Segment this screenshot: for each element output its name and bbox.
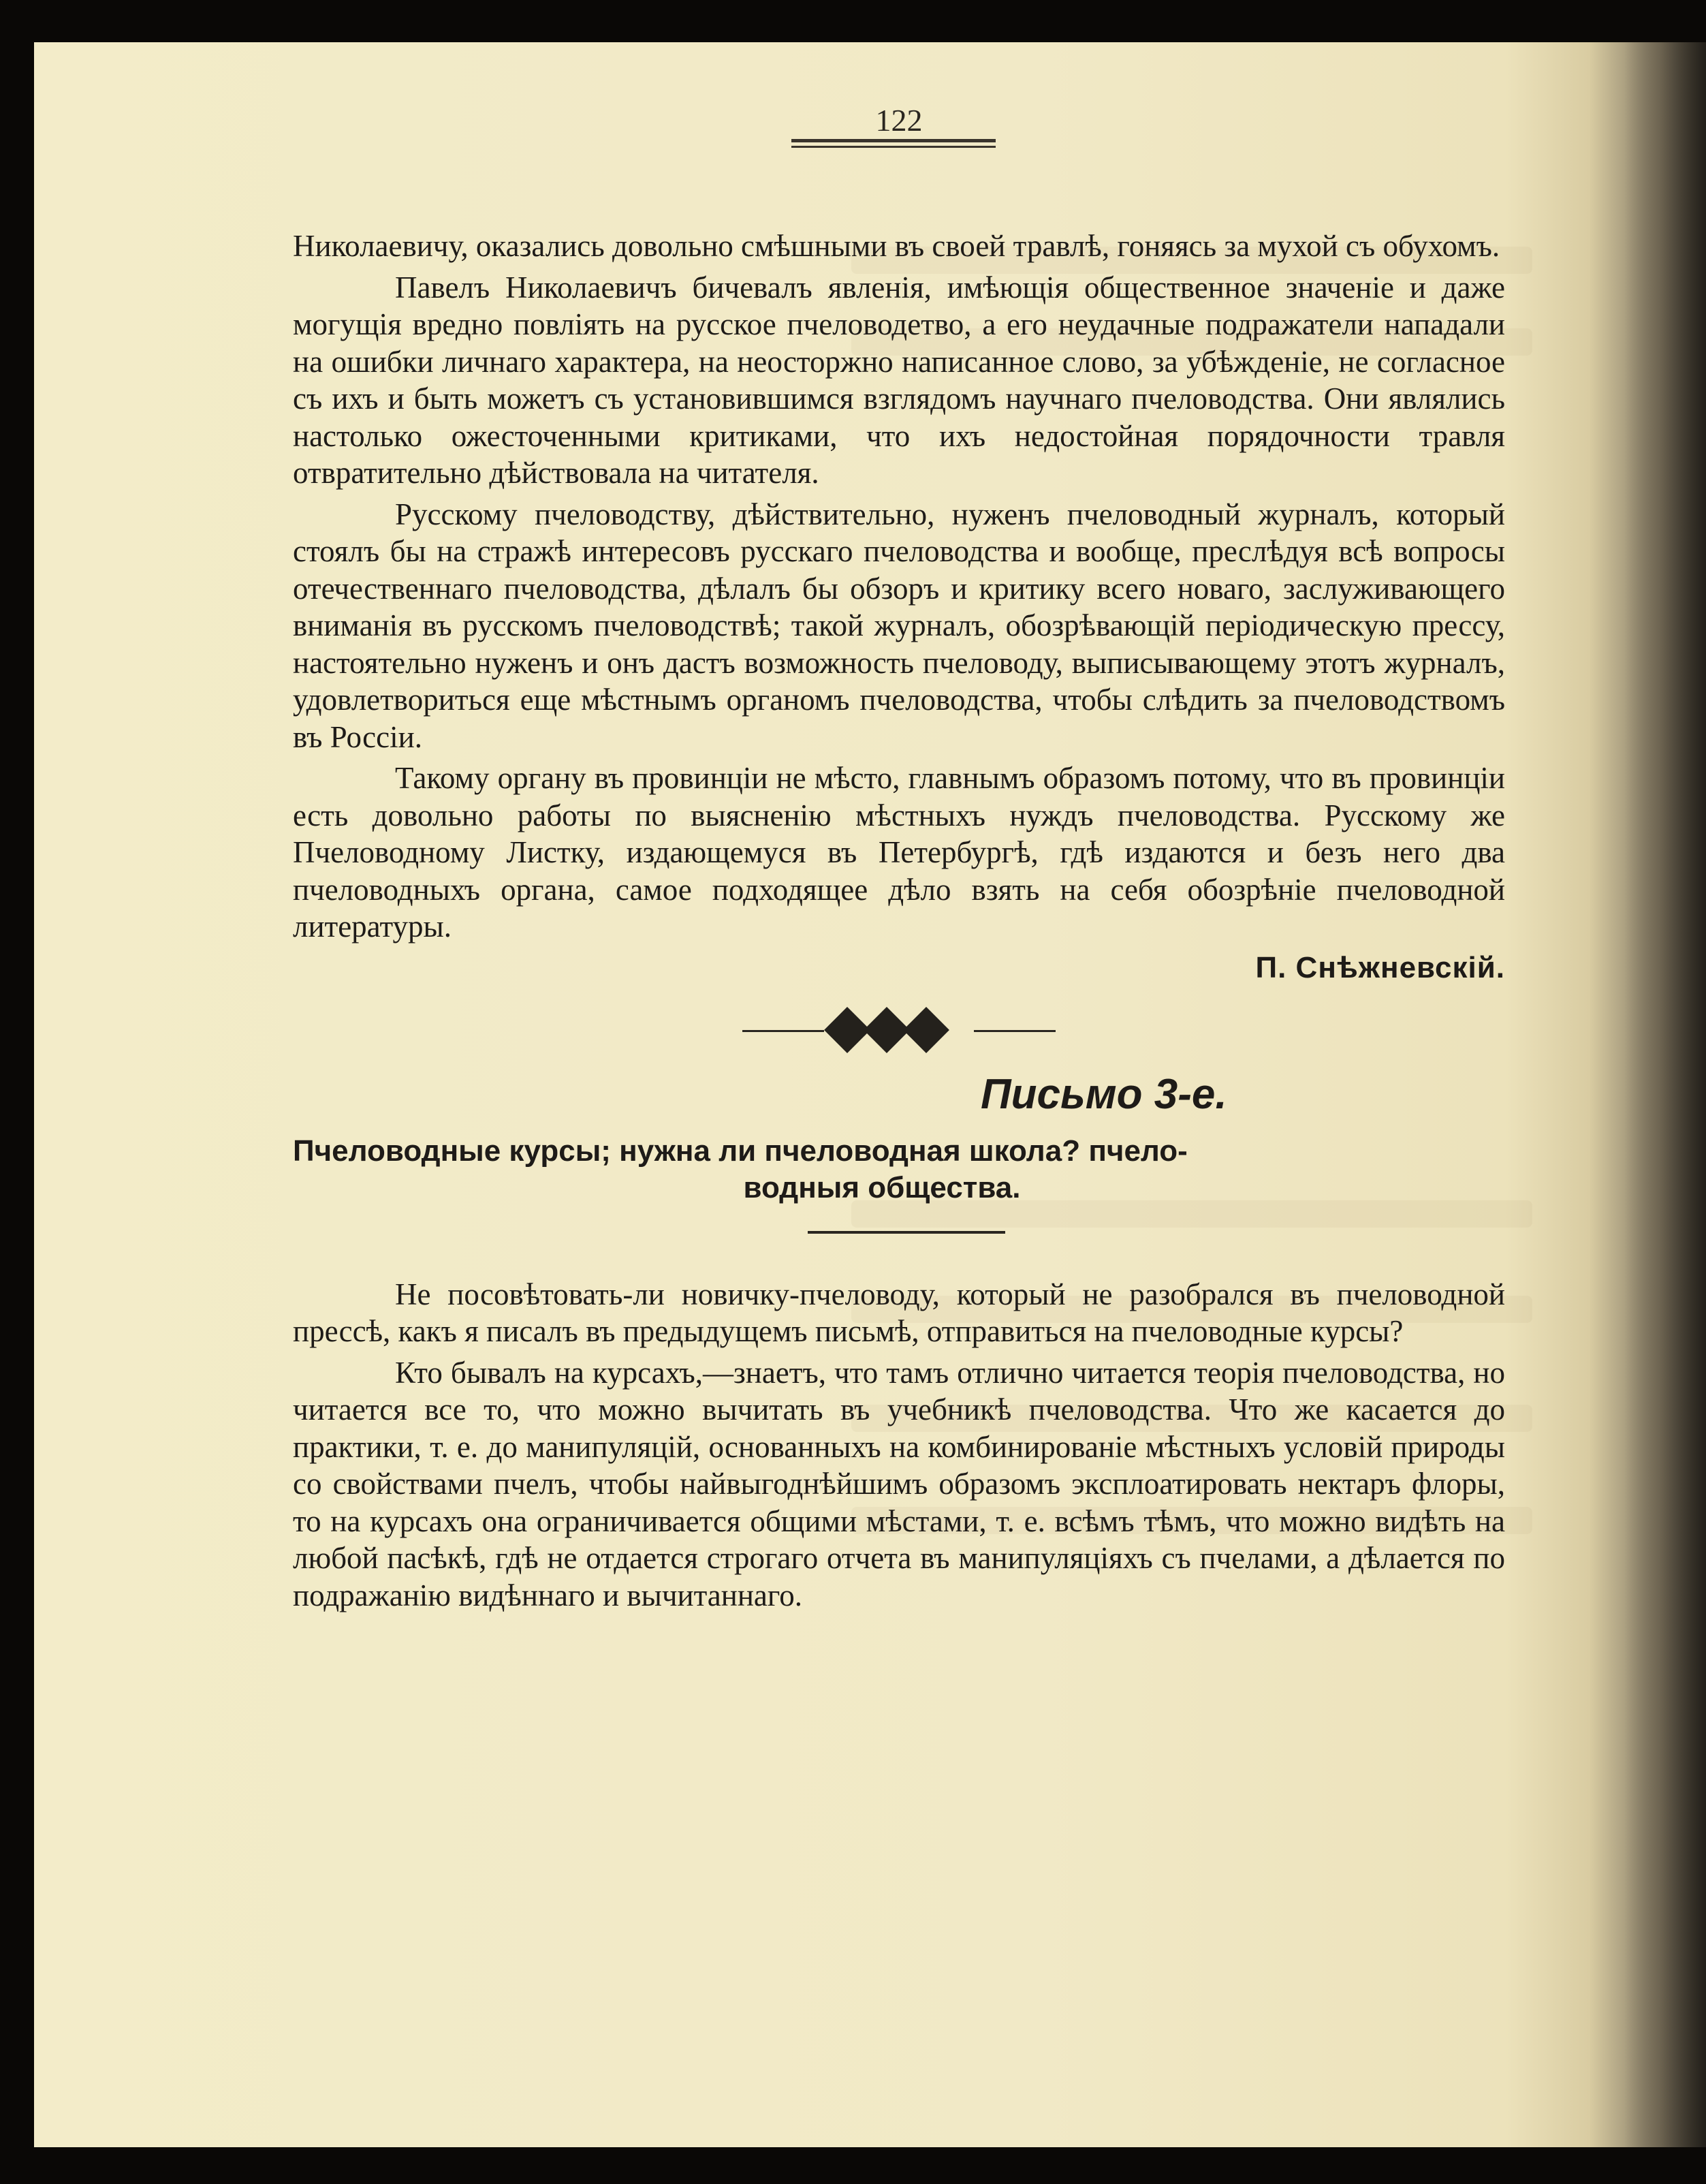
paragraph: Кто бывалъ на курсахъ,—знаетъ, что тамъ отлично читается теорія пчеловодства, но читается все то, что можно вычитать въ учебникѣ пчеловодства. Что же касается до практики, т. е. до манипуляцій, основанныхъ на комбинированіе мѣстныхъ условій природы со свойствами пчелъ, чтобы найвыгоднѣйшимъ образомъ эксплоатировать нектаръ флоры, то на курсахъ она ограничивается общими мѣстами, т. е. всѣмъ тѣмъ, что можно видѣть на любой пасѣкѣ, гдѣ не отдается строгаго отчета въ манипуляціяхъ съ пчелами, а дѣлается по подражанію видѣннаго и вычитаннаго. (293, 1355, 1505, 1612)
page-number: 122 (875, 103, 923, 138)
body-text (293, 228, 1505, 1618)
subtitle-rule (808, 1231, 1005, 1234)
section-subtitle (293, 1133, 1505, 1206)
subtitle-line: водныя общества. (743, 1170, 1021, 1204)
divider-line (974, 1030, 1056, 1032)
page-number-rule (791, 139, 996, 142)
paragraph: Не посовѣтовать-ли новичку-пчеловоду, который не разобрался въ пчеловодной прессѣ, какъ я писалъ въ предыдущемъ письмѣ, отправиться на пчеловодные курсы? (293, 1277, 1505, 1348)
paragraph: Такому органу въ провинціи не мѣсто, главнымъ образомъ потому, что въ провинціи есть довольно работы по выясненію мѣстныхъ нуждъ пчеловодства. Русскому же Пчеловодному Листку, издающемуся въ Петербургѣ, гдѣ издаются и безъ него два пчеловодныхъ органа, самое подходящее дѣло взять на себя обозрѣніе пчеловодной литературы. (293, 761, 1505, 943)
page-number-rule (791, 146, 996, 148)
page-gutter-shadow (1624, 42, 1706, 2147)
author-signature: П. Снѣжневскій. (1255, 950, 1505, 984)
subtitle-line: Пчеловодные курсы; нужна ли пчеловодная школа? пчело- (293, 1134, 1188, 1168)
book-page (34, 42, 1706, 2147)
diamond-icon (903, 1007, 949, 1053)
paragraph: Павелъ Николаевичъ бичевалъ явленія, имѣющія общественное значеніе и даже могущія вредно повліять на русское пчеловодетво, а его неудачные подражатели нападали на ошибки личнаго характера, на неосторжно написанное слово, за убѣжденіе, не согласное съ ихъ и быть можетъ съ установившимся взглядомъ научнаго пчеловодства. Они являлись настолько ожесточенными критиками, что ихъ недостойная порядочности травля отвратительно дѣйствовала на читателя. (293, 270, 1505, 490)
paragraph: Русскому пчеловодству, дѣйствительно, нуженъ пчеловодный журналъ, который стоялъ бы на стражѣ интересовъ русскаго пчеловодства и вообще, преслѣдуя всѣ вопросы отечественнаго пчеловодства, дѣлалъ бы обзоръ и критику всего новаго, заслуживающего вниманія въ русскомъ пчеловодствѣ; такой журналъ, обозрѣвающій періодическую прессу, настоятельно нуженъ и онъ дастъ возможность пчеловоду, выписывающему этотъ журналъ, удовлетвориться еще мѣстнымъ органомъ пчеловодства, чтобы слѣдить за пчеловодствомъ въ Россіи. (293, 497, 1505, 754)
divider-line (742, 1030, 824, 1032)
paragraph: Николаевичу, оказались довольно смѣшными въ своей травлѣ, гоняясь за мухой съ обухомъ. (293, 229, 1500, 263)
section-divider-ornament (293, 1000, 1505, 1061)
letter-title: Письмо 3-е. (981, 1071, 1227, 1118)
